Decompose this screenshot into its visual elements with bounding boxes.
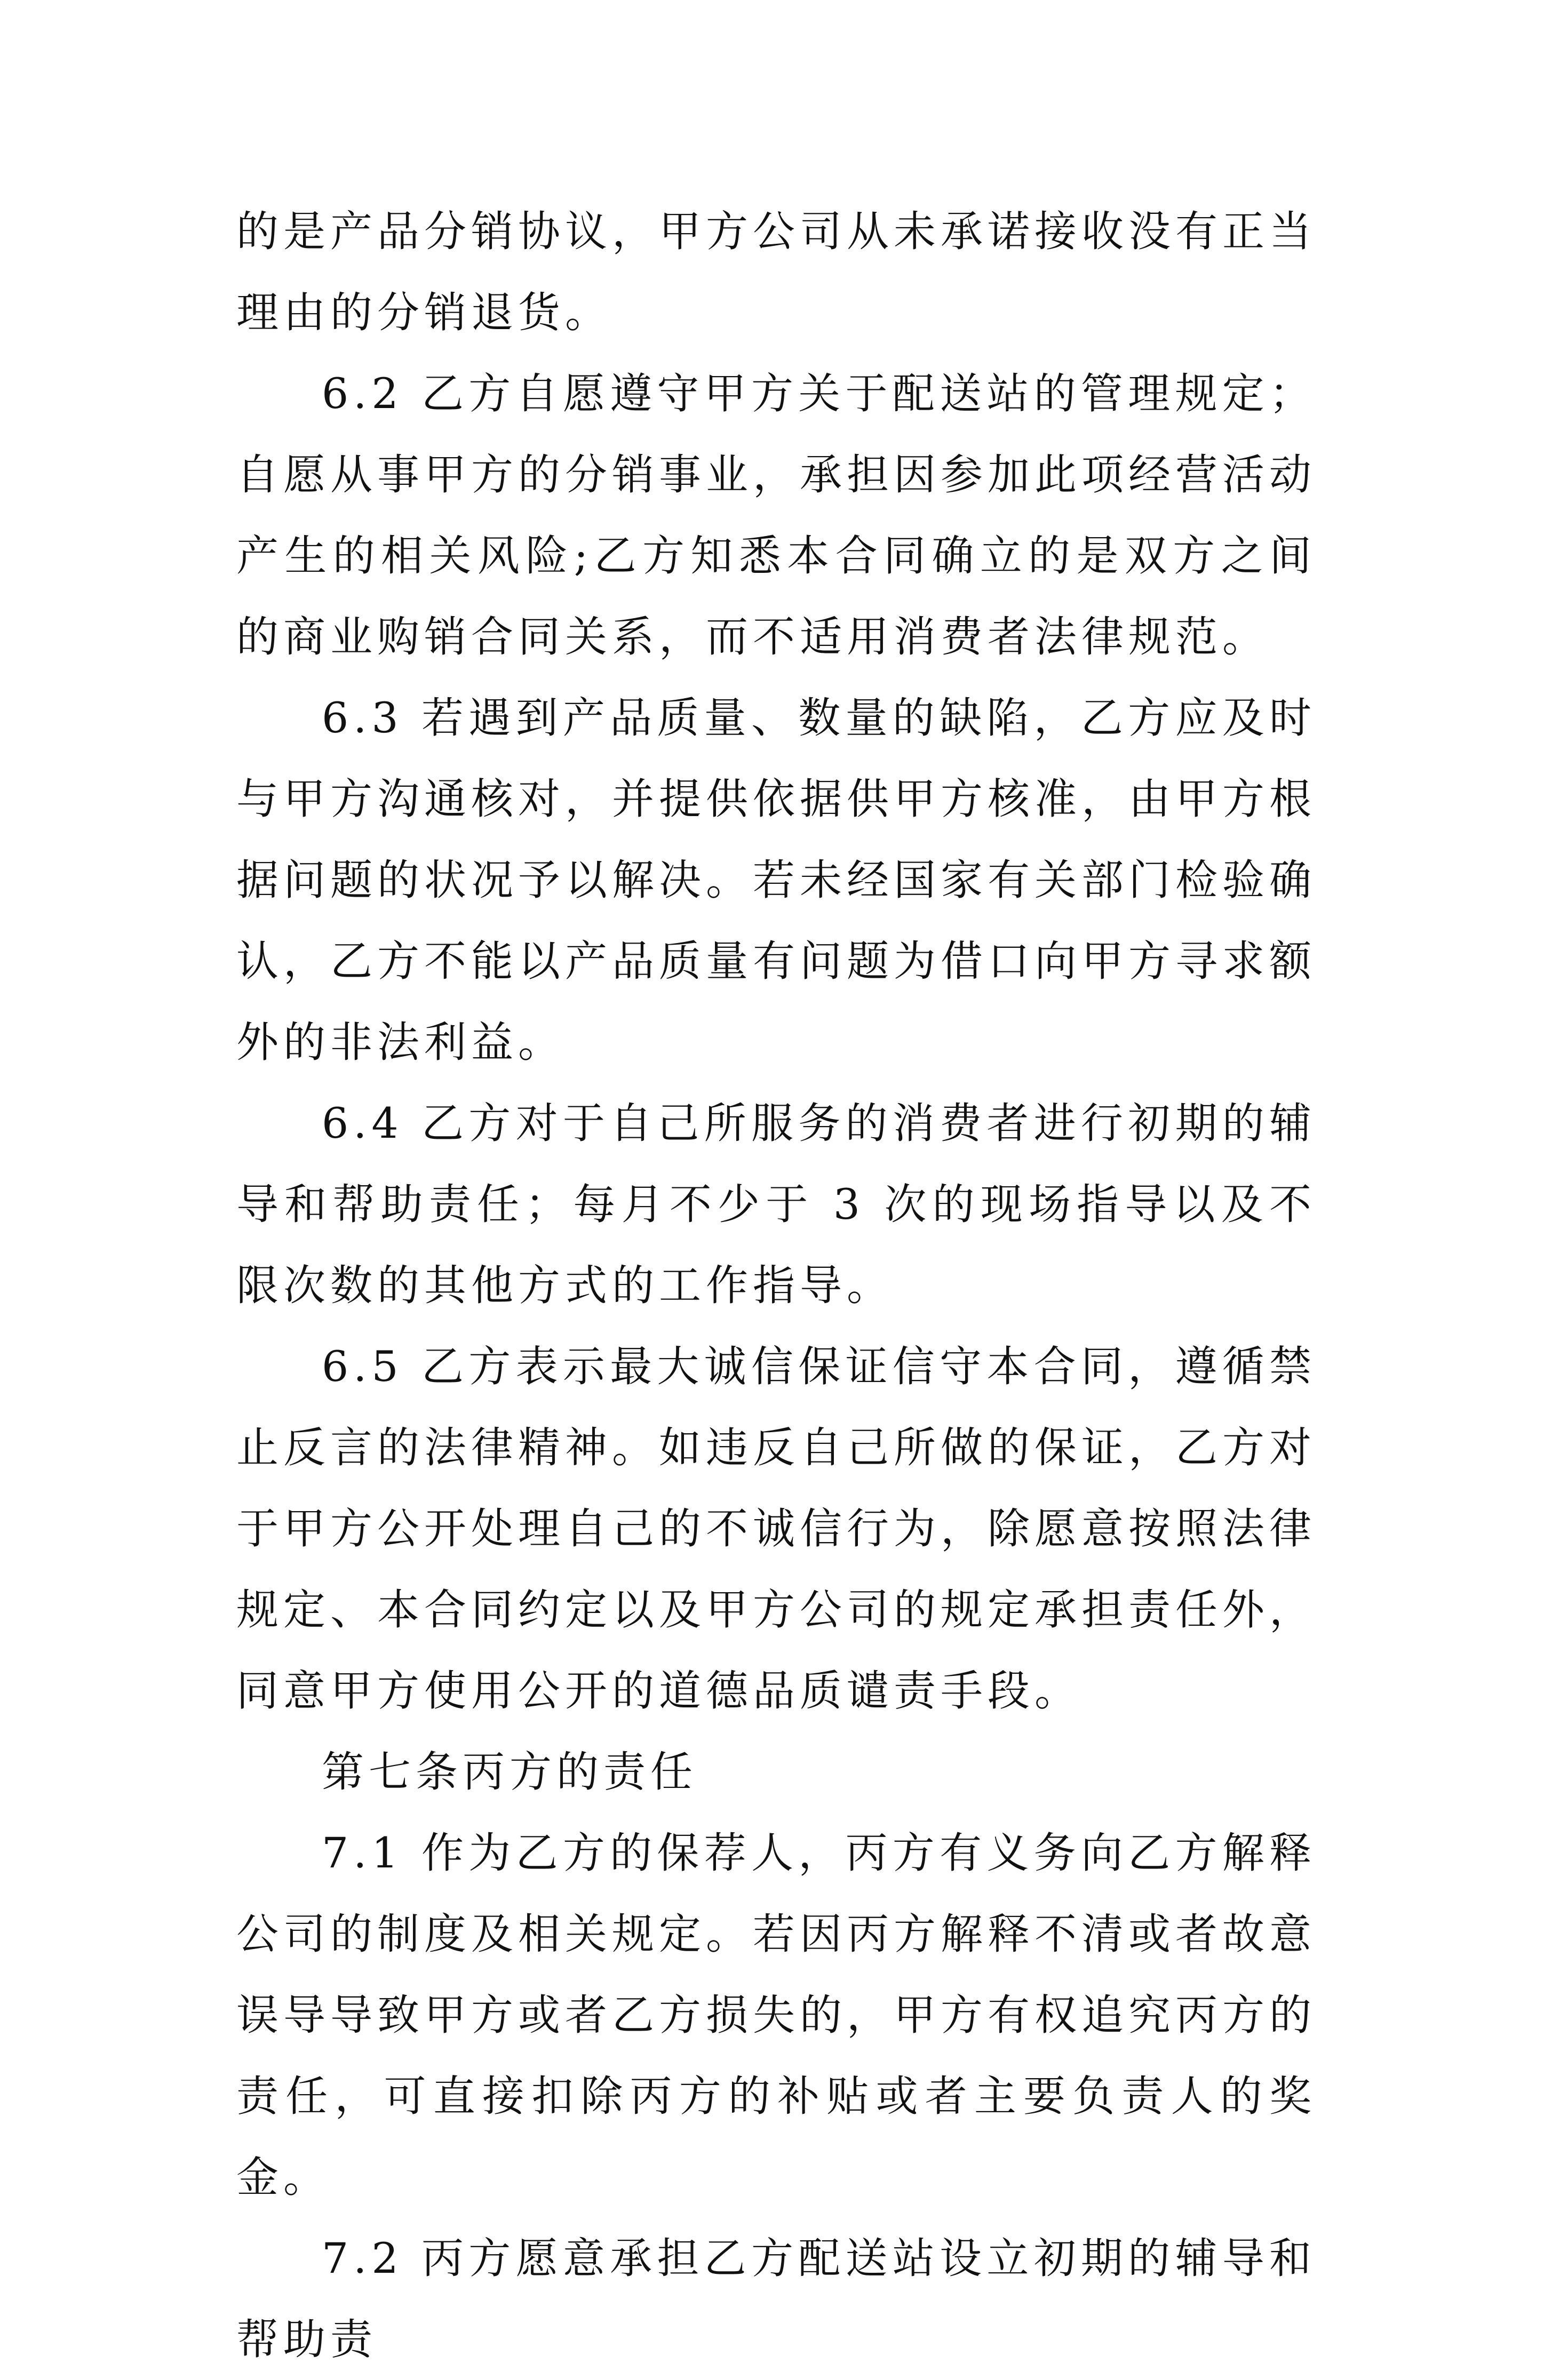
paragraph-7-2: 7.2 丙方愿意承担乙方配送站设立初期的辅导和帮助责	[236, 2234, 1316, 2364]
paragraph-6-4: 6.4 乙方对于自己所服务的消费者进行初期的辅导和帮助责任；每月不少于 3 次的现场指导以及不限次数的其他方式的工作指导。	[236, 1099, 1316, 1310]
section-heading-article-7: 第七条丙方的责任	[322, 1747, 697, 1796]
document-body	[236, 191, 1316, 2380]
paragraph-6-2: 6.2 乙方自愿遵守甲方关于配送站的管理规定；自愿从事甲方的分销事业，承担因参加此项经营活动产生的相关风险;乙方知悉本合同确立的是双方之间的商业购销合同关系，而不适用消费者法律规范。	[236, 369, 1316, 661]
paragraph-6-5: 6.5 乙方表示最大诚信保证信守本合同，遵循禁止反言的法律精神。如违反自己所做的保证，乙方对于甲方公开处理自己的不诚信行为，除愿意按照法律规定、本合同约定以及甲方公司的规定承担责任外，同意甲方使用公开的道德品质谴责手段。	[236, 1342, 1316, 1715]
paragraph-6-1-continued: 的是产品分销协议，甲方公司从未承诺接收没有正当理由的分销退货。	[236, 207, 1316, 337]
paragraph-7-1: 7.1 作为乙方的保荐人，丙方有义务向乙方解释公司的制度及相关规定。若因丙方解释不清或者故意误导导致甲方或者乙方损失的，甲方有权追究丙方的责任，可直接扣除丙方的补贴或者主要负责人的奖金。	[236, 1828, 1316, 2202]
paragraph-6-3: 6.3 若遇到产品质量、数量的缺陷，乙方应及时与甲方沟通核对，并提供依据供甲方核准，由甲方根据问题的状况予以解决。若未经国家有关部门检验确认，乙方不能以产品质量有问题为借口向甲方寻求额外的非法利益。	[236, 693, 1316, 1067]
